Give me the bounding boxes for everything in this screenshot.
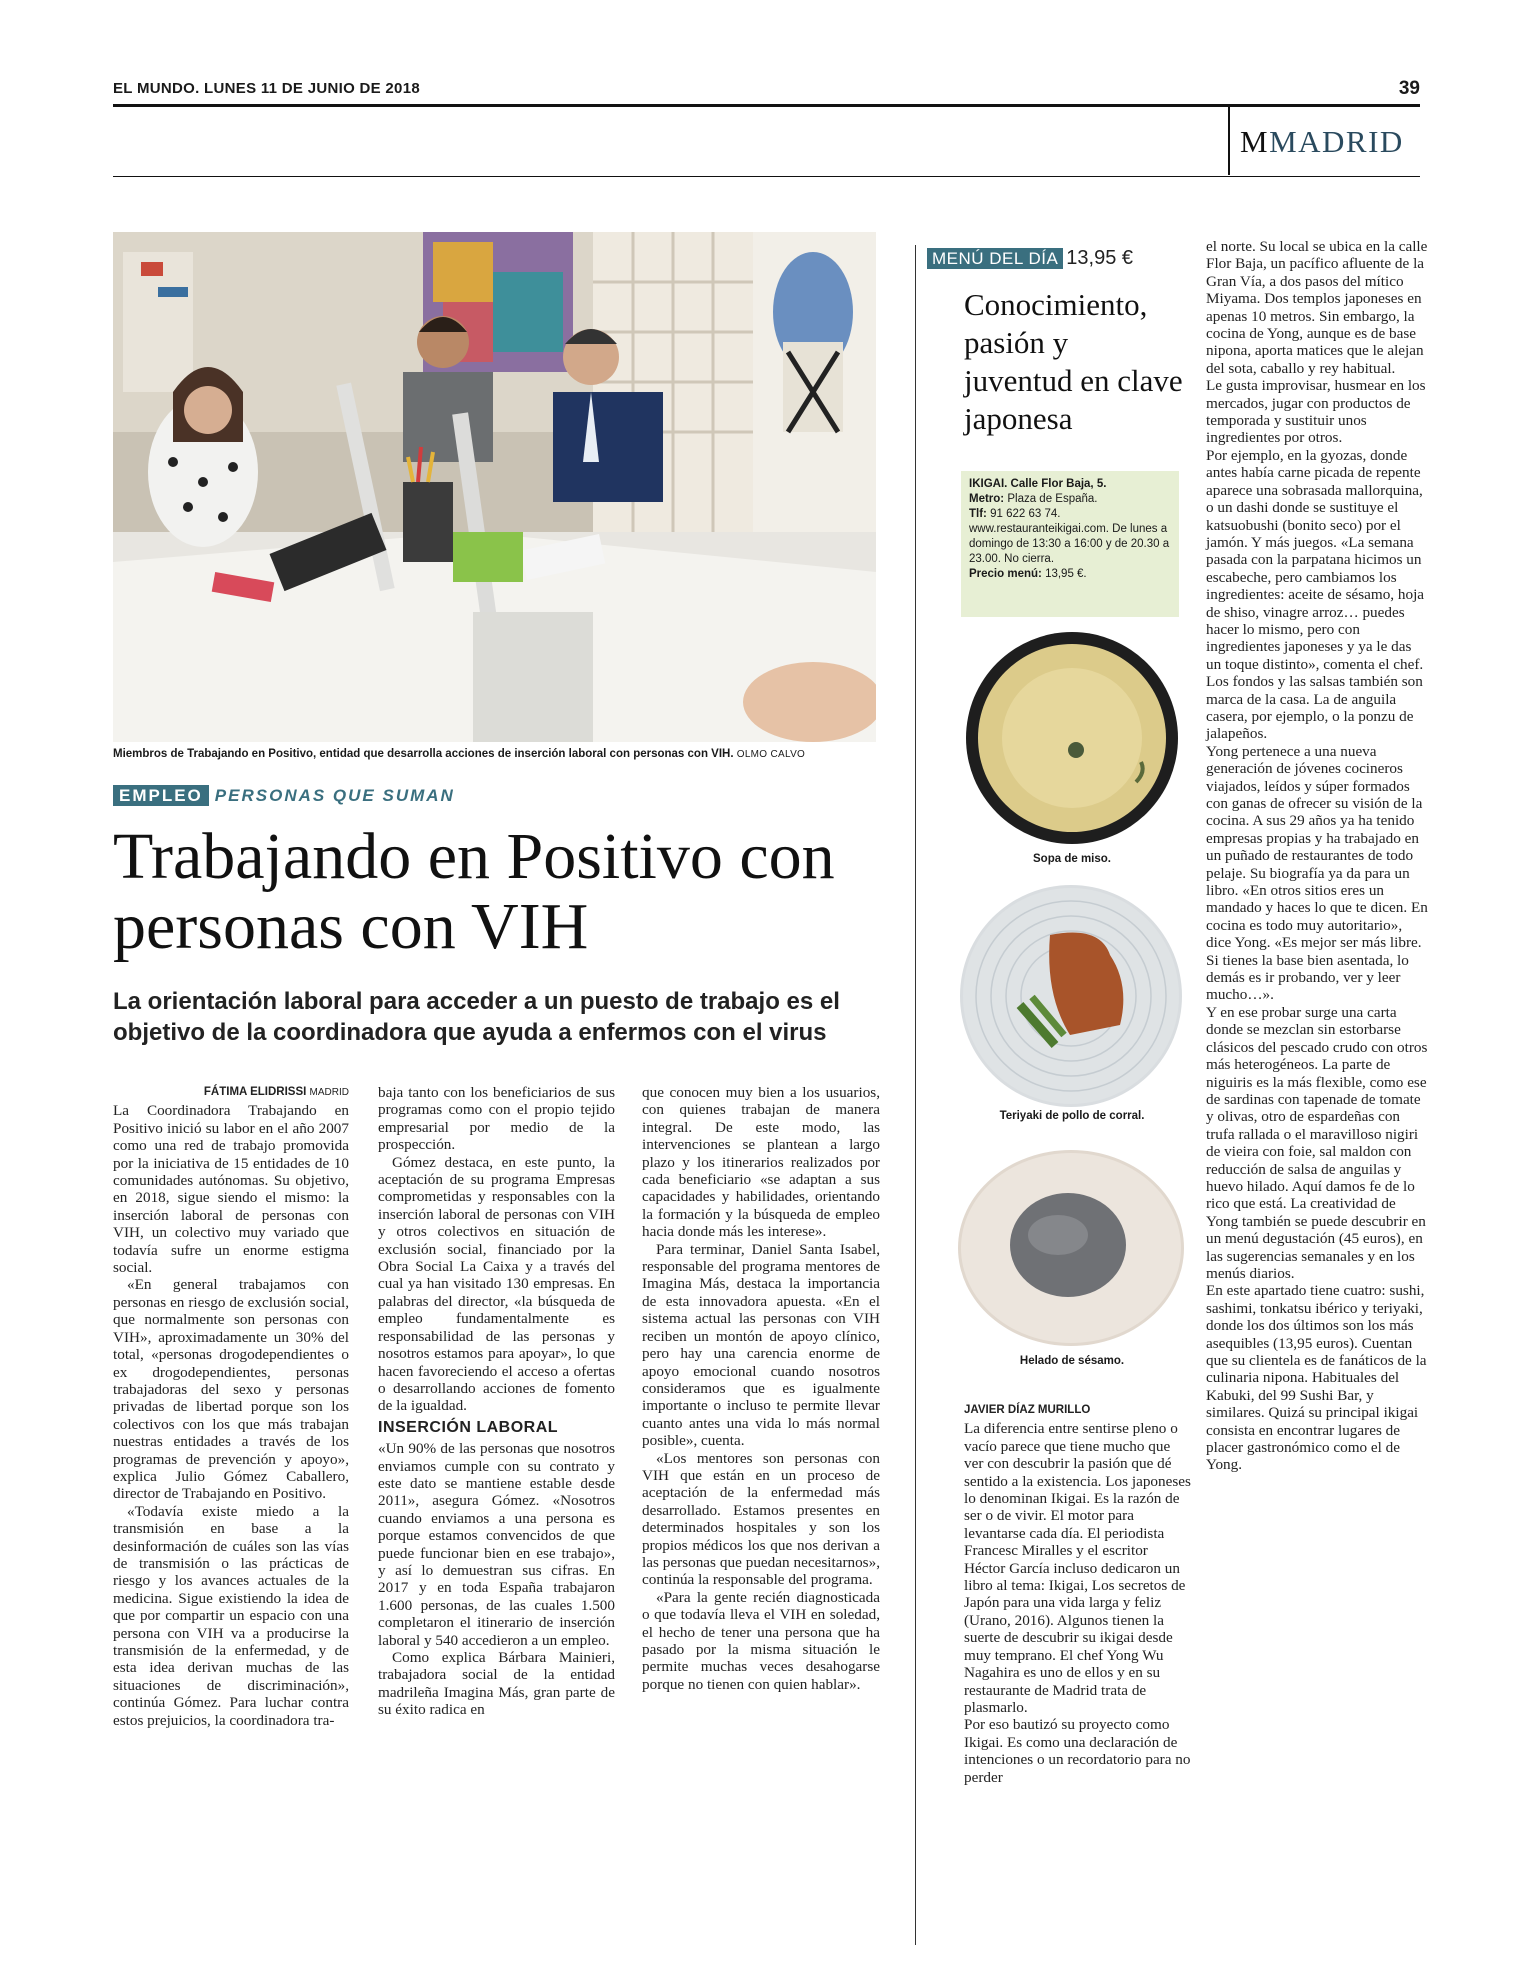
- newspaper-dateline: EL MUNDO. LUNES 11 DE JUNIO DE 2018: [113, 80, 420, 97]
- paragraph: «Todavía existe miedo a la transmisión en base a la desinformación de cuáles son las vías de transmisión o las prácticas de riesgo y los avances actuales de la medicina. Sigue existiendo la idea de que por compartir un espacio con una persona con VIH va a producirse la transmisión de la enfermedad, y de esta idea derivan muchas de las situaciones de discriminación», continúa Gómez. Para luchar contra estos prejuicios, la coordinadora tra-: [113, 1502, 349, 1729]
- dish-photo-miso-soup: [966, 632, 1178, 844]
- price-label: Precio menú:: [969, 568, 1042, 580]
- teriyaki-illustration: [960, 885, 1182, 1107]
- dish-photo-sesame-ice-cream: [958, 1150, 1184, 1346]
- paragraph: En este apartado tiene cuatro: sushi, sashimi, tonkatsu ibérico y teriyaki, donde los dos últimos son los más asequibles (13,95 euros). Cuentan que su clientela es de fanáticos de la culinaria nipona. Habituales del Kabuki, del 99 Sushi Bar, y similares. Quizá su principal ikigai consista en encontrar lugares de placer gastronómico como el de Yong.: [1206, 1282, 1427, 1474]
- section-name: MADRID: [1269, 124, 1404, 159]
- photo-credit: OLMO CALVO: [736, 749, 806, 760]
- paragraph: «Los mentores son personas con VIH que están en un proceso de aceptación de la enfermedad más desarrollado. Estamos presentes en determinados hospitales y son los propios médicos los que nos derivan a las personas que puedan necesitarnos», continúa la responsable del programa.: [642, 1449, 880, 1589]
- price-value: 13,95 €.: [1045, 568, 1087, 580]
- dish-photo-teriyaki: [960, 885, 1182, 1107]
- article-column-2: [378, 1084, 615, 1719]
- tel-label: Tlf:: [969, 508, 987, 520]
- paragraph: que conocen muy bien a los usuarios, con quienes trabajan de manera integral. De este modo, las intervenciones se plantean a largo plazo y los itinerarios realizados por cada beneficiario «se adaptan a sus capacidades y habilidades, orientando la formación y la búsqueda de empleo hacia donde más les interese».: [642, 1084, 880, 1241]
- paragraph: «En general trabajamos con personas en riesgo de exclusión social, que normalmente son personas con VIH», aproximadamente un 30% del total, «personas drogodependientes o ex drogodependientes, personas trabajadoras del sexo y personas privadas de libertad porque son los colectivos con los que más trabajan nuestras entidades a través de los programas de prevención y apoyo», explica Julio Gómez Caballero, director de Trabajando en Positivo.: [113, 1276, 349, 1503]
- dish-caption: Teriyaki de pollo de corral.: [999, 1110, 1145, 1122]
- metro-value: Plaza de España.: [1007, 493, 1098, 505]
- paragraph: el norte. Su local se ubica en la calle Flor Baja, un pacífico afluente de la Gran Vía, a dos pasos del mítico Miyama. Dos templos japoneses en apenas 10 metros. Sin embargo, la cocina de Yong, aunque es de base nipona, aporta matices que le alejan del sota, caballo y rey habitual.: [1206, 238, 1428, 377]
- restaurant-info-box: [961, 471, 1179, 617]
- paragraph: Yong pertenece a una nueva generación de jóvenes cocineros viajados, leídos y súper formados con ganas de ofrecer su visión de la cocina. A sus 29 años ya ha tenido empresas propias y ha trabajado en un puñado de restaurantes de todo pelaje. Su biografía ya da para un libro. «En otros sitios eres un mandado y haces lo que te dicen. En cocina es todo muy autoritario», dice Yong. «Es mejor ser más libre. Si tienes la base bien asentada, lo demás es ir probando, ver y leer mucho…».: [1206, 742, 1428, 1004]
- dish-caption: Sopa de miso.: [1033, 853, 1111, 865]
- paragraph: Gómez destaca, en este punto, la aceptación de su programa Empresas comprometidas y responsables con la inserción laboral de personas con VIH y otros colectivos en situación de exclusión social, financiado por la Obra Social La Caixa y a través del cual ya han visitado 130 empresas. En palabras del director, «la búsqueda de empleo fundamentalmente es responsabilidad de las personas y nosotros estamos para apoyar», lo que hacen favoreciendo el acceso a ofertas o desarrollando acciones de fomento de la igualdad.: [378, 1153, 615, 1415]
- paragraph: La Coordinadora Trabajando en Positivo inició su labor en el año 2007 como una red de trabajo promovida por la iniciativa de 15 entidades de 10 comunidades autónomas. Su objetivo, en 2018, sigue siendo el mismo: la inserción laboral de personas con VIH, un colectivo muy variado que todavía sufre un enorme estigma social.: [113, 1102, 349, 1277]
- paragraph: La diferencia entre sentirse pleno o vacío parece que tiene mucho que ver con descubrir la pasión que dé sentido a la existencia. Los japoneses lo denominan Ikigai. Es la razón de ser o de vivir. El motor para levantarse cada día. El periodista Francesc Miralles y el escritor Héctor García incluso dedicaron un libro al tema: Ikigai, Los secretos de Japón para una vida larga y feliz (Urano, 2016). Algunos tienen la suerte de descubrir su ikigai desde muy temprano. El chef Yong Wu Nagahira es uno de ellos y en su restaurante de Madrid trata de plasmarlo.: [964, 1420, 1191, 1716]
- office-scene-illustration: [113, 232, 876, 742]
- menu-price: 13,95 €: [1066, 247, 1134, 269]
- section-logo-m: M: [1240, 124, 1270, 159]
- paragraph: «Un 90% de las personas que nosotros enviamos cumple con su contrato y este dato se mantiene estable desde 2011», asegura Gómez. «Nosotros cuando enviamos a una persona es porque estamos convencidos de que puede funcionar bien en ese trabajo», y así lo demuestran sus cifras. En 2017 y en toda España trabajaron 1.600 personas, de las cuales 1.500 completaron el itinerario de inserción laboral y 540 accedieron a un empleo.: [378, 1440, 615, 1649]
- article-byline: [113, 1084, 349, 1101]
- article-column-3: [642, 1084, 880, 1693]
- kicker-tag: EMPLEO: [113, 785, 209, 806]
- article-subheading: INSERCIÓN LABORAL: [378, 1418, 559, 1436]
- author-name: FÁTIMA ELIDRISSI: [203, 1086, 307, 1098]
- metro-label: Metro:: [969, 493, 1005, 505]
- photo-caption: [113, 748, 893, 760]
- menu-column-1: [964, 1402, 1192, 1786]
- paragraph: Le gusta improvisar, husmear en los mercados, jugar con productos de temporada y sustituir unos ingredientes por otros.: [1206, 377, 1426, 447]
- column-divider: [915, 245, 916, 1945]
- miso-soup-illustration: [966, 632, 1178, 844]
- paragraph: Para terminar, Daniel Santa Isabel, responsable del programa mentores de Imagina Más, destaca la importancia de esta innovadora apuesta. «En el sistema actual las personas con VIH reciben un montón de apoyo clínico, pero hay una carencia enorme de apoyo emocional cuando nosotros consideramos que es igualmente importante o incluso te permite llevar cuanto antes una vida lo más normal posible», cuenta.: [642, 1240, 880, 1450]
- kicker-series: PERSONAS QUE SUMAN: [214, 786, 455, 805]
- article-subheadline: La orientación laboral para acceder a un puesto de trabajo es el objetivo de la coordinadora que ayuda a enfermos con el virus: [113, 988, 840, 1046]
- article-photo: [113, 232, 876, 742]
- article-column-1: [113, 1084, 349, 1729]
- byline-city: MADRID: [309, 1087, 349, 1098]
- article-kicker: [113, 786, 455, 806]
- menu-label: MENÚ DEL DÍA: [927, 248, 1063, 269]
- paragraph: Por eso bautizó su proyecto como Ikigai. Es como una declaración de intenciones o un recordatorio para no perder: [964, 1716, 1191, 1786]
- paragraph: Por ejemplo, en la gyozas, donde antes había carne picada de repente aparece una sobrasada mallorquina, o un dashi donde se sustituye el katsuobushi (bonito seco) por el jamón. Y más juegos. «La semana pasada con la parpatana hicimos un escabeche, pero cambiamos los ingredientes: aceite de sésamo, hoja de shiso, vinagre arroz… puedes hacer lo mismo, pero con ingredientes japoneses y ya le das un toque distinto», comenta el chef. Los fondos y las salsas también son marca de la casa. La de anguila casera, por ejemplo, o la ponzu de jalapeños.: [1206, 446, 1425, 743]
- section-rule: [113, 176, 1420, 177]
- paragraph: Y en ese probar surge una carta donde se mezclan sin estorbarse clásicos del pescado crudo con otros más heterogéneos. La parte de niguiris es la más flexible, como ese de sardinas con tapenade de tomate y olivas, otro de espardeñas con trufa rallada o el maravilloso nigiri de vieira con foie, sal maldon con reducción de salsa de anguilas y huevo hilado. Aquí damos fe de lo rico que está. La creatividad de Yong también se puede descubrir en un menú degustación (45 euros), en las sugerencias semanales y en los menús diarios.: [1206, 1003, 1428, 1282]
- article-headline: Trabajando en Positivo con personas con VIH: [113, 820, 835, 963]
- photo-caption-text: Miembros de Trabajando en Positivo, entidad que desarrolla acciones de inserción laboral con personas con VIH.: [113, 748, 734, 760]
- paragraph: «Para la gente recién diagnosticada o que todavía lleva el VIH en soledad, el hecho de tener una persona que ha pasado por la misma situación le permite muchas veces desahogarse porque no tienen con quien hablar».: [642, 1588, 880, 1693]
- restaurant-name: IKIGAI.: [969, 478, 1008, 490]
- sesame-ice-cream-illustration: [958, 1150, 1184, 1346]
- header-rule: [113, 104, 1420, 107]
- paragraph: Como explica Bárbara Mainieri, trabajadora social de la entidad madrileña Imagina Más, gran parte de su éxito radica en: [378, 1649, 615, 1719]
- menu-author: JAVIER DÍAZ MURILLO: [964, 1404, 1091, 1416]
- restaurant-address: Calle Flor Baja, 5.: [1010, 478, 1107, 490]
- page-number: 39: [1398, 78, 1420, 99]
- section-title: [1240, 124, 1404, 160]
- section-divider: [1228, 107, 1230, 175]
- menu-tag: [927, 247, 1133, 270]
- dish-caption: Helado de sésamo.: [1019, 1355, 1125, 1367]
- menu-title: Conocimiento, pasión y juventud en clave japonesa: [964, 287, 1183, 436]
- paragraph: baja tanto con los beneficiarios de sus programas como con el propio tejido empresarial por medio de la prospección.: [378, 1084, 615, 1154]
- menu-column-2: [1206, 238, 1428, 1474]
- tel-value: 91 622 63 74. www.restauranteikigai.com. De lunes a domingo de 13:30 a 16:00 y de 20.30 a 23.00. No cierra.: [969, 508, 1170, 565]
